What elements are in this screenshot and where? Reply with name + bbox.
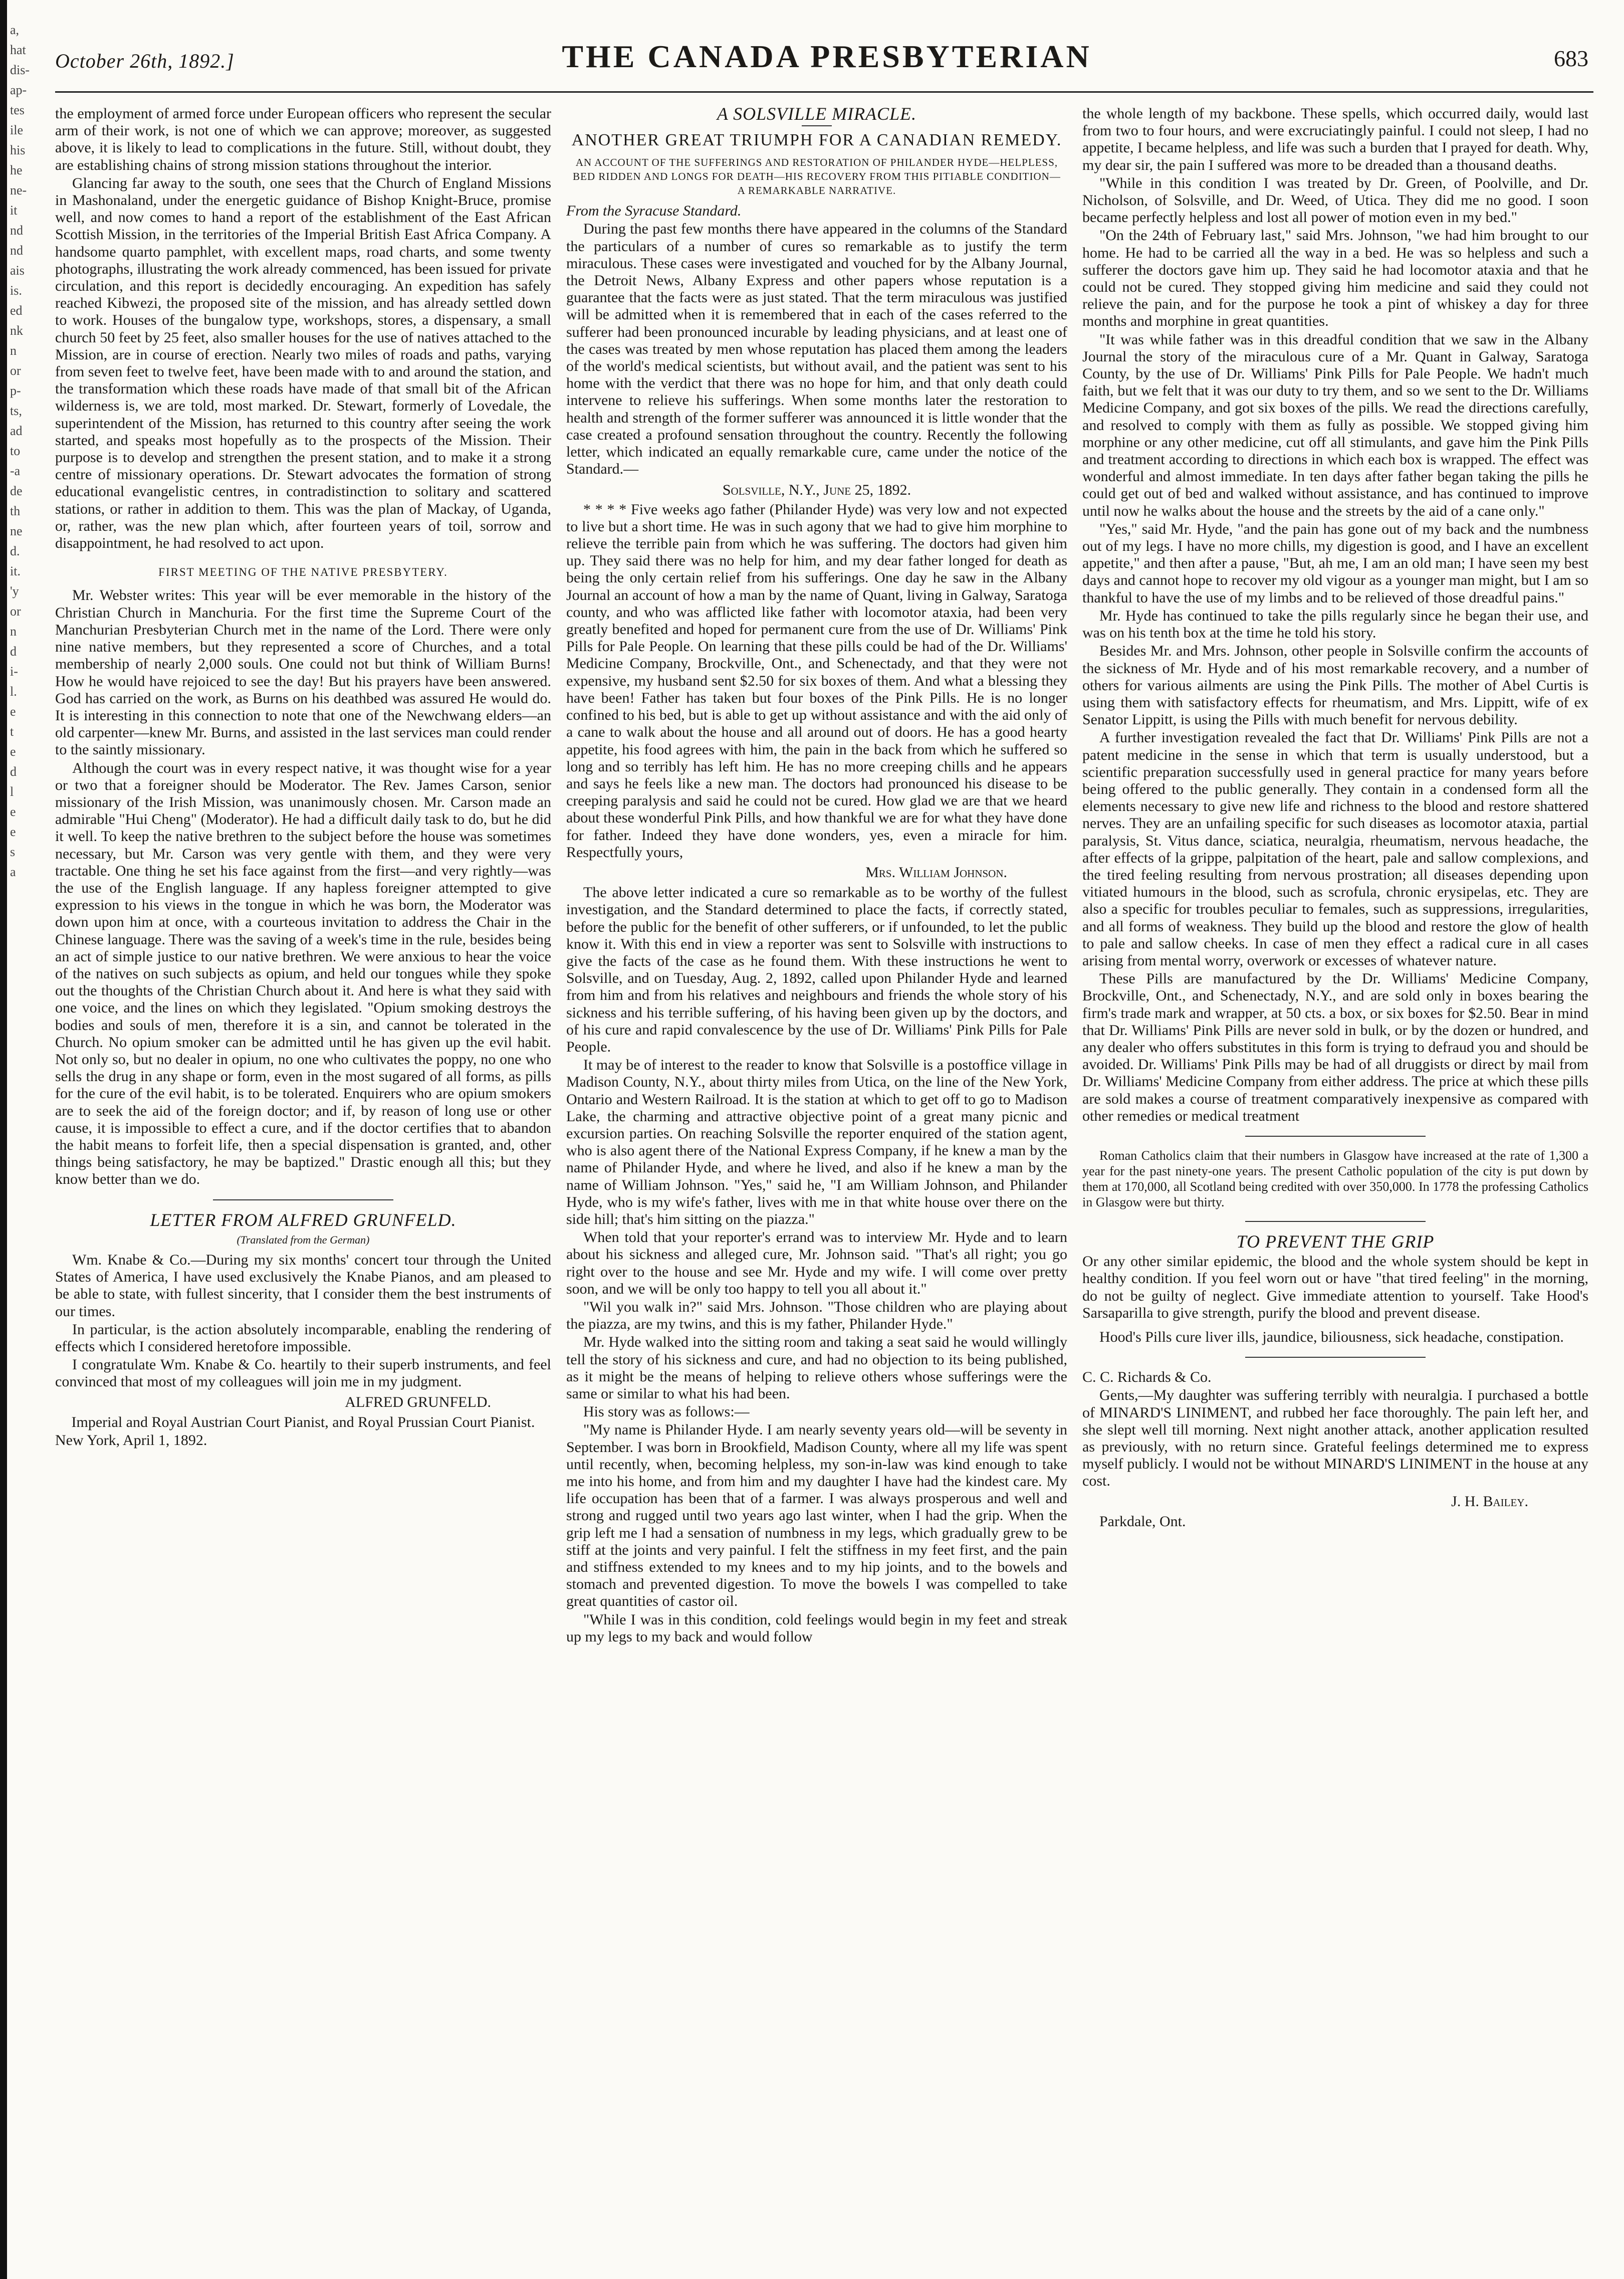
article-source: From the Syracuse Standard. — [566, 202, 742, 220]
left-edge-bar — [0, 0, 7, 2279]
masthead-title: THE CANADA PRESBYTERIAN — [562, 39, 1092, 74]
paragraph: * * * * Five weeks ago father (Philander Hyde) was very low and not expected to live but a short time. He was in such agony that we had to give him morphine to relieve the terrible pain from which he was suffering. The doctors had given him up. They said there was no help for him, and my dear father longed for death as being the only certain relief from his sufferings. One day he saw in the Albany Journal an account of how a man by the name of Quant, living in Galway, Saratoga county, and who was afflicted like father with locomotor ataxia, had been very greatly benefited and hoped for permanent cure from the use of Dr. Williams' Pink Pills for Pale People. On learning that these pills could be had of the Dr. Williams' Medicine Company, Brockville, Ont., and Schenectady, and that they were not expensive, my husband sent $2.50 for six boxes of them. And what a blessing they have been! Father has taken but four boxes of the Pink Pills. He is no longer confined to his bed, but is able to get up without assistance and with the aid only of a cane to walk about the house and all around out of doors. He has a good hearty appetite, his food agrees with him, the pain in the back from which he suffered so long and so terribly has left him. He has no more creeping chills and he appears and says he feels like a new man. The doctors had pronounced his disease to be creeping paralysis and said he could not be cured. How glad we are that we heard about these wonderful Pink Pills, and how thankful we are for what they have done for father. Indeed they have done wonders, yes, even a miracle for him. Respectfully yours, — [566, 501, 1067, 861]
paragraph: The above letter indicated a cure so remarkable as to be worthy of the fullest investigation, and the Standard determined to place the facts, if correctly stated, before the public for the benefit of other sufferers, or if unfounded, to let the public know it. With this end in view a reporter was sent to Solsville with instructions to give the facts of the case as he found them. With these instructions he went to Solsville, and on Tuesday, Aug. 2, 1892, called upon Philander Hyde and learned from him and from his relatives and neighbours and friends the whole story of his sickness and his terrible suffering, of his having been given up by the doctors, and of his cure and rapid convalescence by the use of Dr. Williams' Pink Pills for Pale People. — [566, 884, 1067, 1055]
letter-place: New York, April 1, 1892. — [55, 1432, 207, 1449]
letter-heading: LETTER FROM ALFRED GRUNFELD. — [150, 1209, 456, 1230]
section-heading-presbytery: FIRST MEETING OF THE NATIVE PRESBYTERY. — [158, 566, 448, 579]
dateline: Solsville, N.Y., June 25, 1892. — [722, 482, 911, 499]
bleed-fragment: tes — [10, 103, 25, 117]
bleed-fragment: nk — [10, 323, 23, 338]
divider — [1245, 1136, 1426, 1137]
bleed-fragment: nd — [10, 243, 23, 258]
bleed-fragment: e — [10, 824, 16, 839]
paragraph: Mr. Webster writes: This year will be ever memorable in the history of the Christian Church in Manchuria. For the first time the Supreme Court of the Manchurian Presbyterian Church met in the name of the Lord. There were only nine native members, but they represented a score of Churches, and a total membership of nearly 2,000 souls. One could not but think of William Burns! How he would have rejoiced to see the day! But his prayers have been answered. God has carried on the work, as Burns on his deathbed was assured He would do. It is interesting in this connection to note that one of the Newchwang elders—an old carpenter—knew Mr. Burns, and assisted in the last services man could render to the saintly missionary. — [55, 587, 551, 758]
divider — [1245, 1221, 1426, 1222]
paragraph: During the past few months there have appeared in the columns of the Standard the particulars of a number of cures so remarkable as to justify the term miraculous. These cases were investigated and vouched for by the Albany Journal, the Detroit News, Albany Express and other papers whose reputation is a guarantee that the facts were as just stated. That the term miraculous was justified will be admitted when it is remembered that in each of the cases referred to the sufferer had been pronounced incurable by leading physicians, and at least one of the cases was treated by men whose reputation has placed them among the leaders of the world's medical scientists, but without avail, and the patient was sent to his home with the verdict that there was no hope for him, and that only death could intervene to relieve his sufferings. When some months later the restoration to health and strength of the former sufferer was announced it is little wonder that the case created a profound sensation throughout the country. Recently the following letter, which indicated an equally remarkable cure, came under the notice of the Standard.— — [566, 221, 1067, 478]
paragraph: Mr. Hyde walked into the sitting room and taking a seat said he would willingly tell the story of his sickness and cure, and had no objection to its being published, as it might be the means of helping to relieve others whose sufferings were the same or similar to what his had been. — [566, 1334, 1067, 1402]
bleed-fragment: d. — [10, 544, 20, 558]
paragraph: "It was while father was in this dreadful condition that we saw in the Albany Journal the story of the miraculous cure of a Mr. Quant in Galway, Saratoga County, by the use of Dr. Williams' Pink Pills for Pale People. We hadn't much faith, but we felt that it was our duty to try them, and so we sent to the Dr. Williams Medicine Company, and got six boxes of the pills. We read the directions carefully, and resolved to comply with them as fully as possible. We stopped giving him morphine or any other medicine, cut off all stimulants, and gave him the Pink Pills and treatment according to directions in which each box is wrapped. The effect was wonderful and almost immediate. In ten days after father began taking the pills he could get out of bed and walked without assistance, and has continued to improve until now he walks about the house and the streets by the aid of a cane only." — [1082, 331, 1588, 519]
paragraph: His story was as follows:— — [583, 1403, 750, 1420]
bleed-fragment: i- — [10, 664, 18, 679]
bleed-fragment: n — [10, 624, 17, 639]
header-date: October 26th, 1892.] — [55, 50, 235, 72]
paragraph: Or any other similar epidemic, the blood and the whole system should be kept in healthy condition. If you feel worn out or have "that tired feeling" in the morning, do not be guilty of neglect. Give immediate attention to yourself. Take Hood's Sarsaparilla to give strength, purify the blood and prevent disease. — [1082, 1253, 1588, 1321]
column-3 — [1082, 105, 1588, 2249]
paragraph: "While in this condition I was treated by Dr. Green, of Poolville, and Dr. Nicholson, of Solsville, and Dr. Weed, of Utica. They did me no good. I soon became perfectly helpless and lost all power of motion even in my bed." — [1082, 174, 1588, 226]
paragraph: Glancing far away to the south, one sees that the Church of England Missions in Mashonaland, under the energetic guidance of Bishop Knight-Bruce, promise well, and now comes to hand a report of the establishment of the East African Scottish Mission, in the territories of the Imperial British East Africa Company. A handsome quarto pamphlet, with excellent maps, road charts, and some twenty photographs, illustrating the work already commenced, has been issued for private circulation, and this report is decidedly encouraging. An expedition has safely reached Kibwezi, the proposed site of the mission, and has already settled down to work. Houses of the bungalow type, workshops, stores, a dispensary, a small church 50 feet by 25 feet, also smaller houses for the use of natives attached to the Mission, are in course of erection. Nearly two miles of roads and paths, varying from seven feet to twelve feet, have been made with to and around the station, and the transformation which these roads have made of that small bit of the African wilderness is, we are told, most marked. Dr. Stewart, formerly of Lovedale, the superintendent of the Mission, has returned to this country after seeing the work started, and speaks most hopefully as to the prospects of the Mission. Their purpose is to develop and strengthen the present station, and to make it a strong centre of missionary operations. Dr. Stewart advocates the formation of strong educational evangelistic centres, in contradistinction to solitary and scattered stations, or rather in addition to them. This was the plan of Mackay, of Uganda, or, rather, was the new plan which, after fourteen years of toil, sorrow and disappointment, he had resolved to act upon. — [55, 174, 551, 552]
bleed-fragment: de — [10, 484, 23, 498]
page-header — [50, 35, 1603, 95]
grip-heading: TO PREVENT THE GRIP — [1236, 1231, 1435, 1252]
heading-rule — [802, 125, 832, 126]
paragraph: "Wil you walk in?" said Mrs. Johnson. "Those children who are playing about the piazza, are my twins, and this is my father, Philander Hyde." — [566, 1299, 1067, 1333]
letter-signature: ALFRED GRUNFELD. — [345, 1393, 491, 1410]
bleed-fragment: he — [10, 163, 23, 177]
bleed-fragment: it. — [10, 564, 21, 578]
article-heading: A SOLSVILLE MIRACLE. — [717, 105, 917, 124]
page-number: 683 — [1554, 46, 1588, 71]
paragraph: Wm. Knabe & Co.—During my six months' concert tour through the United States of America, I have used exclusively the Knabe Pianos, and am pleased to be able to state, with fullest sincerity, that I consider them the best instruments of our times. — [55, 1252, 551, 1320]
translation-note: (Translated from the German) — [237, 1233, 370, 1246]
paragraph: "My name is Philander Hyde. I am nearly seventy years old—will be seventy in September. I was born in Brookfield, Madison County, where all my life was spent until recently, when, becoming helpless, my son-in-law was kind enough to take me into his home, and from him and my daughter I have had the kindest care. My life occupation has been that of a farmer. I was always prosperous and well and strong and rugged until two years ago last winter, when I had the grip. When the grip left me I had a sensation of numbness in my legs, which gradually grew to be stiff at the joints and very painful. I felt the stiffness in my feet first, and the pain and stiffness extended to my knees and to my hip joints, and to the bowels and stomach and prevented digestion. To move the bowels I was compelled to take great quantities of castor oil. — [566, 1421, 1067, 1610]
article-deck: AN ACCOUNT OF THE SUFFERINGS AND RESTORATION OF PHILANDER HYDE—HELPLESS, BED RIDDEN AND LONGS FOR DEATH—HIS RECOVERY FROM THIS PITIABLE CONDITION—A REMARKABLE NARRATIVE. — [573, 156, 1061, 197]
bleed-fragment: l. — [10, 684, 17, 699]
paragraph: Mr. Hyde has continued to take the pills regularly since he began their use, and was on his tenth box at the time he told his story. — [1082, 607, 1588, 642]
paragraph: "On the 24th of February last," said Mrs. Johnson, "we had him brought to our home. He had to be carried all the way in a bed. He was so helpless and such a sufferer the doctors gave him up. They said he had locomotor ataxia and that he could not be cured. They stopped giving him medicine and said they could not relieve the pain, and for the purpose he took a pint of whiskey a day for three months and morphine in great quantities. — [1082, 227, 1588, 330]
divider — [1245, 1357, 1426, 1358]
paragraph: Although the court was in every respect native, it was thought wise for a year or two that a foreigner should be Moderator. The Rev. James Carson, senior missionary of the Irish Mission, was unanimously chosen. Mr. Carson made an admirable "Hui Cheng" (Moderator). He had a difficult daily task to do, but he did it well. To keep the native brethren to the subject before the house was sometimes necessary, but Mr. Carson was very gentle with them, and they were very tractable. One thing he set his face against from the first—and very rightly—was the use of the English language. If any hapless foreigner attempted to give expression to his views in the tongue in which he was born, the Moderator was down upon him at once, with a courteous invitation to address the Chair in the Chinese language. There was the saving of a week's time in the rule, besides being an act of simple justice to our native brethren. We were anxious to hear the voice of the natives on such subjects as opium, and held our tongues while they spoke out the thoughts of the Christian Church about it. And here is what they said with one voice, and the lines on which they legislated. "Opium smoking destroys the bodies and souls of men, therefore it is a sin, and cannot be tolerated in the Church. No opium smoker can be admitted until he has given up the evil habit. Not only so, but no dealer in opium, no one who cultivates the poppy, no one who sells the drug in any shape or form, even in the most sugared of all forms, as pills for the cure of the evil habit, is to be tolerated. Enquirers who are opium smokers are to seek the aid of the foreign doctor; and if, by reason of long use or other cause, it is impossible to effect a cure, and if the doctor certifies that to abandon the habit means to forfeit life, then a special dispensation is granted, and, other things being satisfactory, he may be baptized." Drastic enough all this; but they know better than we do. — [55, 759, 551, 1188]
bleed-fragment: is. — [10, 283, 22, 298]
bleed-fragment: it — [10, 203, 18, 218]
bleed-fragment: s — [10, 845, 16, 859]
minard-testimonial: Gents,—My daughter was suffering terribly with neuralgia. I purchased a bottle of MINARD'S LINIMENT, and rubbed her face thoroughly. The pain left her, and she slept well till morning. Next night another attack, another application resulted as previously, with no return since. Grateful feelings determined me to express myself publicly. I would not be without MINARD'S LINIMENT in the house at any cost. — [1082, 1387, 1588, 1490]
bleed-fragment: his — [10, 143, 26, 157]
bleed-fragment: e — [10, 704, 16, 719]
roman-catholic-note: Roman Catholics claim that their numbers in Glasgow have increased at the rate of 1,300 a year for the past ninety-one years. The present Catholic population of the city is put down by them at 170,000, all Scotland being credited with over 350,000. In 1778 the professing Catholics in Glasgow were but thirty. — [1082, 1148, 1588, 1209]
bleed-fragment: e — [10, 804, 16, 819]
bleed-fragment: or — [10, 604, 21, 618]
paragraph: "Yes," said Mr. Hyde, "and the pain has gone out of my back and the numbness out of my legs. I have no more chills, my digestion is good, and I have an excellent appetite," and then after a pause, "But, ah me, I am an old man; I have seen my best days and cannot hope to recover my old vigour as a younger man might, but I am so thankful to have the use of my limbs and to be relieved of those dreadful pains." — [1082, 520, 1588, 606]
bleed-fragment: t — [10, 724, 14, 739]
bleed-fragment: to — [10, 444, 21, 458]
letter-signature: Mrs. William Johnson. — [865, 864, 1007, 881]
paragraph: I congratulate Wm. Knabe & Co. heartily to their superb instruments, and feel convinced that most of my colleagues will join me in my judgment. — [55, 1356, 551, 1390]
paragraph: When told that your reporter's errand was to interview Mr. Hyde and to learn about his sickness and alleged cure, Mr. Johnson said. "That's all right; you go right over to the house and see Mr. Hyde and my wife. I will come over pretty soon, and we will be only too happy to tell you all about it." — [566, 1229, 1067, 1297]
bleed-fragment: a, — [10, 23, 20, 37]
bleed-fragment: d — [10, 644, 17, 659]
paragraph: Besides Mr. and Mrs. Johnson, other people in Solsville confirm the accounts of the sickness of Mr. Hyde and of his most remarkable recovery, and a number of others for various ailments are using the Pink Pills. The mother of Abel Curtis is using them with satisfactory effects for rheumatism, and Mrs. Lippitt, wife of ex Senator Lippitt, is using the Pills with much benefit for nervous debility. — [1082, 643, 1588, 728]
paragraph: "While I was in this condition, cold feelings would begin in my feet and streak up my legs to my back and would follow — [566, 1611, 1067, 1645]
paragraph: A further investigation revealed the fact that Dr. Williams' Pink Pills are not a patent medicine in the sense in which that term is usually understood, but a scientific preparation successfully used in general practice for many years before being offered to the public generally. They contain in a condensed form all the elements necessary to give new life and richness to the blood and restore shattered nerves. They are an unfailing specific for such diseases as locomotor ataxia, partial paralysis, St. Vitus dance, sciatica, neuralgia, rheumatism, nervous headache, the after effects of la grippe, palpitation of the heart, pale and sallow complexions, and the tired feeling resulting from nervous prostration; all diseases depending upon vitiated humours in the blood, such as scrofula, chronic erysipelas, etc. They are also a specific for troubles peculiar to females, such as suppressions, irregularities, and all forms of weakness. They build up the blood and restore the glow of health to pale and sallow cheeks. In case of men they effect a radical cure in all cases arising from mental worry, overwork or excesses of whatever nature. — [1082, 729, 1588, 969]
letter-title: Imperial and Royal Austrian Court Pianist, and Royal Prussian Court Pianist. — [71, 1413, 535, 1430]
bleed-fragment: ile — [10, 123, 23, 137]
paragraph: It may be of interest to the reader to know that Solsville is a postoffice village in Madison County, N.Y., about thirty miles from Utica, on the line of the New York, Ontario and Western Railroad. It is the station at which to get off to go to Madison Lake, the charming and attractive objective point of a great many picnic and excursion parties. On reaching Solsville the reporter enquired of the station agent, who is also agent there of the National Express Company, if he knew a man by the name of Philander Hyde, and where he lived, and also if he knew a man by the name of William Johnson. "Yes," said he, "I am William Johnson, and Philander Hyde, who is my wife's father, lives with me in that white house over there on the side hill; that's him sitting on the piazza." — [566, 1057, 1067, 1227]
bleed-fragment: hat — [10, 43, 26, 57]
bleed-fragment: -a — [10, 464, 21, 478]
bleed-fragment: ais — [10, 263, 25, 278]
bleed-fragment: p- — [10, 383, 21, 398]
bleed-fragment: ne- — [10, 183, 27, 197]
bleed-fragment: dis- — [10, 63, 30, 77]
bleed-fragment: or — [10, 363, 21, 378]
column-1 — [55, 105, 551, 2249]
article-subheading: ANOTHER GREAT TRIUMPH FOR A CANADIAN REMEDY. — [571, 131, 1062, 150]
bleed-fragment: ad — [10, 424, 23, 438]
divider — [213, 1199, 393, 1200]
bleed-through-margin — [10, 20, 30, 882]
paragraph: These Pills are manufactured by the Dr. Williams' Medicine Company, Brockville, Ont., and Schenectady, N.Y., and are sold only in boxes bearing the firm's trade mark and wrapper, at 50 cts. a box, or six boxes for $2.50. Bear in mind that Dr. Williams' Pink Pills are never sold in bulk, or by the dozen or hundred, and any dealer who offers substitutes in this form is trying to defraud you and should be avoided. Dr. Williams' Pink Pills may be had of all druggists or direct by mail from Dr. Williams' Medicine Company from either address. The price at which these pills are sold makes a course of treatment comparatively inexpensive as compared with other remedies or medical treatment — [1082, 970, 1588, 1124]
minard-place: Parkdale, Ont. — [1099, 1513, 1186, 1530]
paragraph: the whole length of my backbone. These spells, which occurred daily, would last from two to four hours, and were excruciatingly painful. I could not sleep, I had no appetite, I became helpless, and life was such a burden that I prayed for death. Why, my dear sir, the pain I suffered was more to be dreaded than a thousand deaths. — [1082, 105, 1588, 173]
column-2 — [566, 105, 1067, 2249]
minard-signature: J. H. Bailey. — [1451, 1493, 1528, 1510]
bleed-fragment: a — [10, 865, 16, 879]
paragraph: the employment of armed force under European officers who represent the secular arm of their work, is not one of which we can approve; moreover, as suggested above, it is likely to lead to complications in the future. Still, without doubt, they are establishing chains of strong mission stations throughout the interior. — [55, 105, 551, 173]
bleed-fragment: d — [10, 764, 17, 779]
paragraph: In particular, is the action absolutely incomparable, enabling the rendering of effects which I considered heretofore impossible. — [55, 1321, 551, 1355]
bleed-fragment: ed — [10, 303, 23, 318]
bleed-fragment: ts, — [10, 403, 22, 418]
bleed-fragment: l — [10, 784, 14, 799]
hoods-pills-ad: Hood's Pills cure liver ills, jaundice, biliousness, sick headache, constipation. — [1099, 1329, 1564, 1345]
minard-addressee: C. C. Richards & Co. — [1082, 1369, 1212, 1386]
bleed-fragment: ne — [10, 524, 23, 538]
header-rule — [55, 91, 1593, 93]
bleed-fragment: 'y — [10, 584, 19, 598]
bleed-fragment: nd — [10, 223, 23, 238]
bleed-fragment: e — [10, 744, 16, 759]
bleed-fragment: ap- — [10, 83, 27, 97]
bleed-fragment: n — [10, 343, 17, 358]
bleed-fragment: th — [10, 504, 21, 518]
